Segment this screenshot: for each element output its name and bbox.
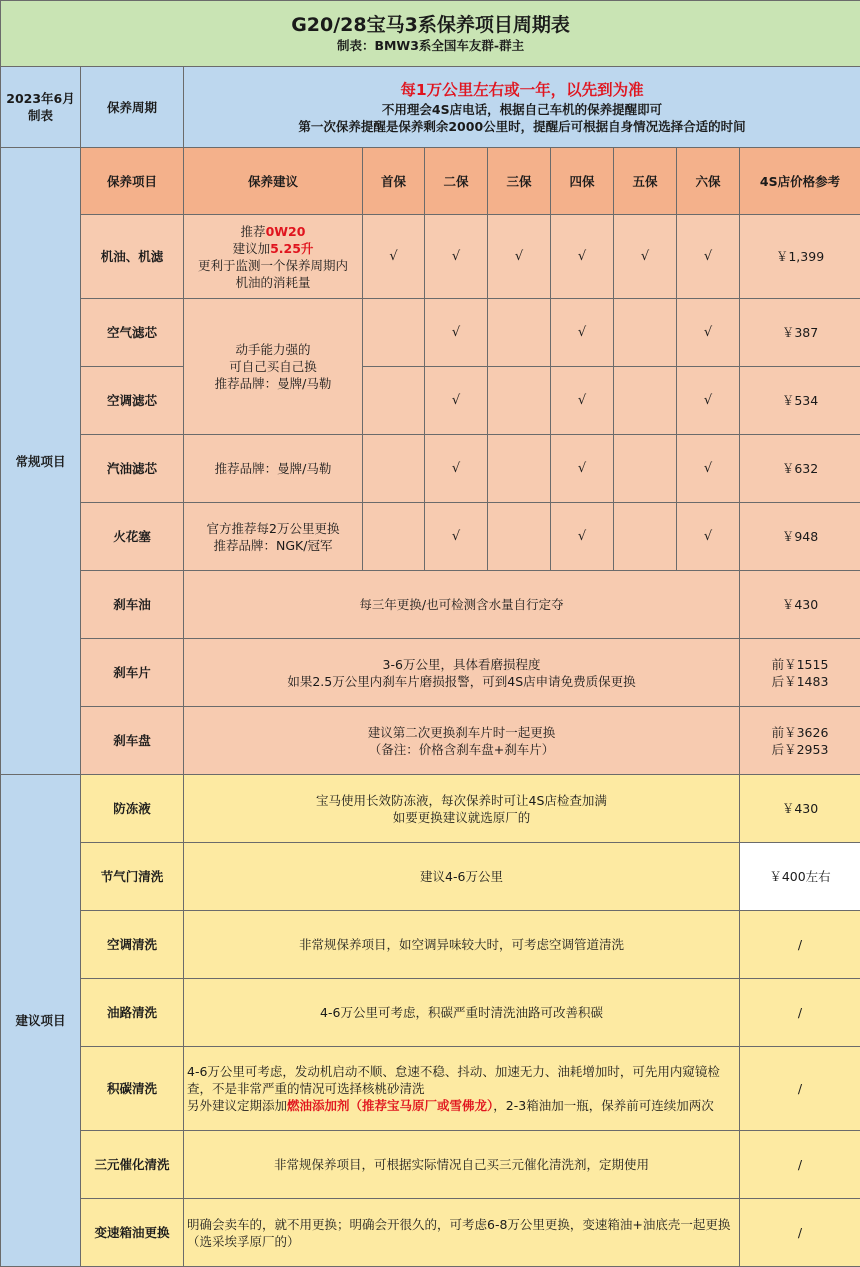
table-row: [1, 215, 860, 299]
price-front: 前￥3626: [743, 724, 857, 741]
section-suggested: 建议项目: [1, 775, 81, 1267]
item-advice: [184, 299, 363, 435]
col-service-4: 四保: [551, 148, 614, 215]
price-rear: 后￥2953: [743, 741, 857, 758]
empty-cell: [363, 299, 425, 367]
check-mark: √: [614, 215, 677, 299]
item-advice: 非常规保养项目，如空调异味较大时，可考虑空调管道清洗: [184, 911, 740, 979]
item-advice: [184, 639, 740, 707]
advice-text: 如要更换建议就选原厂的: [187, 809, 736, 826]
col-service-2: 二保: [425, 148, 488, 215]
empty-cell: [488, 299, 551, 367]
table-row: [1, 979, 860, 1047]
col-service-5: 五保: [614, 148, 677, 215]
col-price: 4S店价格参考: [740, 148, 860, 215]
empty-cell: [488, 367, 551, 435]
advice-text: 推荐品牌：曼牌/马勒: [187, 375, 359, 392]
item-advice: [184, 775, 740, 843]
date-cell: [1, 67, 81, 148]
item-name: 汽油滤芯: [81, 435, 184, 503]
empty-cell: [614, 367, 677, 435]
advice-text: 宝马使用长效防冻液，每次保养时可让4S店检查加满: [187, 792, 736, 809]
item-name: 刹车盘: [81, 707, 184, 775]
table-row: [1, 435, 860, 503]
price-front: 前￥1515: [743, 656, 857, 673]
empty-cell: [363, 503, 425, 571]
item-price: [740, 639, 860, 707]
table-row: [1, 1199, 860, 1267]
item-price: ￥1,399: [740, 215, 860, 299]
item-name: 变速箱油更换: [81, 1199, 184, 1267]
table-row: [1, 707, 860, 775]
check-mark: √: [677, 435, 740, 503]
check-mark: √: [488, 215, 551, 299]
advice-text: 更利于监测一个保养周期内: [187, 257, 359, 274]
advice-text: 4-6万公里可考虑，发动机启动不顺、怠速不稳、抖动、加速无力、油耗增加时，可先用内窥镜检查，不是非常严重的情况可选择核桃砂清洗: [187, 1064, 720, 1096]
title-cell: [1, 1, 860, 67]
item-name: 刹车油: [81, 571, 184, 639]
period-headline: 每1万公里左右或一年，以先到为准: [187, 79, 857, 101]
item-price: /: [740, 911, 860, 979]
item-advice: 每三年更换/也可检测含水量自行定夺: [184, 571, 740, 639]
item-advice: [184, 1047, 740, 1131]
item-name: 节气门清洗: [81, 843, 184, 911]
table-row: [1, 367, 860, 435]
oil-grade: 0W20: [266, 224, 306, 239]
period-description: [184, 67, 860, 148]
item-price: ￥387: [740, 299, 860, 367]
item-name: 刹车片: [81, 639, 184, 707]
check-mark: √: [551, 215, 614, 299]
check-mark: √: [363, 215, 425, 299]
check-mark: √: [551, 367, 614, 435]
period-row: [1, 67, 860, 148]
item-price: /: [740, 1199, 860, 1267]
item-price: /: [740, 1047, 860, 1131]
item-name: 三元催化清洗: [81, 1131, 184, 1199]
check-mark: √: [551, 435, 614, 503]
price-rear: 后￥1483: [743, 673, 857, 690]
col-item: 保养项目: [81, 148, 184, 215]
item-name: 防冻液: [81, 775, 184, 843]
item-price: ￥948: [740, 503, 860, 571]
advice-text: 建议第二次更换刹车片时一起更换: [187, 724, 736, 741]
oil-volume: 5.25升: [270, 241, 313, 256]
section-regular: 常规项目: [1, 148, 81, 775]
item-name: 机油、机滤: [81, 215, 184, 299]
empty-cell: [488, 503, 551, 571]
empty-cell: [614, 435, 677, 503]
table-row: [1, 843, 860, 911]
period-label: 保养周期: [81, 67, 184, 148]
advice-text: ，2-3箱油加一瓶，保养前可连续加两次: [493, 1098, 713, 1113]
check-mark: √: [425, 299, 488, 367]
col-service-1: 首保: [363, 148, 425, 215]
item-advice: 建议4-6万公里: [184, 843, 740, 911]
item-advice: [184, 707, 740, 775]
advice-text: 机油的消耗量: [187, 274, 359, 291]
item-price: [740, 707, 860, 775]
check-mark: √: [425, 435, 488, 503]
title-row: [1, 1, 860, 67]
item-advice: 明确会卖车的，就不用更换；明确会开很久的，可考虑6-8万公里更换，变速箱油+油底壳一起更换（选采埃孚原厂的）: [184, 1199, 740, 1267]
advice-text: 推荐品牌：NGK/冠军: [187, 537, 359, 554]
advice-text: 动手能力强的: [187, 341, 359, 358]
col-advice: 保养建议: [184, 148, 363, 215]
date-suffix: 制表: [4, 107, 77, 124]
advice-text: （备注：价格含刹车盘+刹车片）: [187, 741, 736, 758]
advice-text: 推荐: [241, 224, 266, 239]
item-price: ￥430: [740, 775, 860, 843]
check-mark: √: [677, 503, 740, 571]
table-row: [1, 503, 860, 571]
table-row: [1, 639, 860, 707]
empty-cell: [363, 435, 425, 503]
check-mark: √: [677, 367, 740, 435]
period-note-2: 第一次保养提醒是保养剩余2000公里时，提醒后可根据自身情况选择合适的时间: [187, 118, 857, 135]
advice-text: 如果2.5万公里内刹车片磨损报警，可到4S店申请免费质保更换: [187, 673, 736, 690]
item-advice: 推荐品牌：曼牌/马勒: [184, 435, 363, 503]
empty-cell: [614, 503, 677, 571]
empty-cell: [614, 299, 677, 367]
page-subtitle: 制表：BMW3系全国车友群-群主: [4, 37, 857, 54]
column-header-row: [1, 148, 860, 215]
table-row: [1, 299, 860, 367]
advice-text: 可自己买自己换: [187, 358, 359, 375]
table-row: [1, 1047, 860, 1131]
advice-text: 建议加: [233, 241, 271, 256]
additive-highlight: 燃油添加剂（推荐宝马原厂或雪佛龙）: [287, 1098, 493, 1113]
col-service-3: 三保: [488, 148, 551, 215]
period-note-1: 不用理会4S店电话，根据自己车机的保养提醒即可: [187, 101, 857, 118]
item-advice: 4-6万公里可考虑，积碳严重时清洗油路可改善积碳: [184, 979, 740, 1047]
table-row: [1, 911, 860, 979]
check-mark: √: [551, 503, 614, 571]
check-mark: √: [551, 299, 614, 367]
item-price: ￥430: [740, 571, 860, 639]
item-advice: [184, 215, 363, 299]
col-service-6: 六保: [677, 148, 740, 215]
check-mark: √: [677, 215, 740, 299]
check-mark: √: [677, 299, 740, 367]
table-row: [1, 571, 860, 639]
item-price: ￥400左右: [740, 843, 860, 911]
advice-text: 官方推荐每2万公里更换: [187, 520, 359, 537]
item-advice: [184, 503, 363, 571]
table-row: [1, 775, 860, 843]
check-mark: √: [425, 367, 488, 435]
item-name: 空调清洗: [81, 911, 184, 979]
date-line: 2023年6月: [4, 90, 77, 107]
page-title: G20/28宝马3系保养项目周期表: [4, 13, 857, 37]
item-name: 火花塞: [81, 503, 184, 571]
advice-text: 3-6万公里，具体看磨损程度: [187, 656, 736, 673]
item-price: ￥632: [740, 435, 860, 503]
item-name: 空气滤芯: [81, 299, 184, 367]
advice-text: 另外建议定期添加: [187, 1098, 287, 1113]
item-advice: 非常规保养项目，可根据实际情况自己买三元催化清洗剂，定期使用: [184, 1131, 740, 1199]
empty-cell: [363, 367, 425, 435]
item-name: 油路清洗: [81, 979, 184, 1047]
table-row: [1, 1131, 860, 1199]
check-mark: √: [425, 503, 488, 571]
item-price: /: [740, 1131, 860, 1199]
item-price: ￥534: [740, 367, 860, 435]
item-name: 积碳清洗: [81, 1047, 184, 1131]
empty-cell: [488, 435, 551, 503]
check-mark: √: [425, 215, 488, 299]
item-name: 空调滤芯: [81, 367, 184, 435]
item-price: /: [740, 979, 860, 1047]
